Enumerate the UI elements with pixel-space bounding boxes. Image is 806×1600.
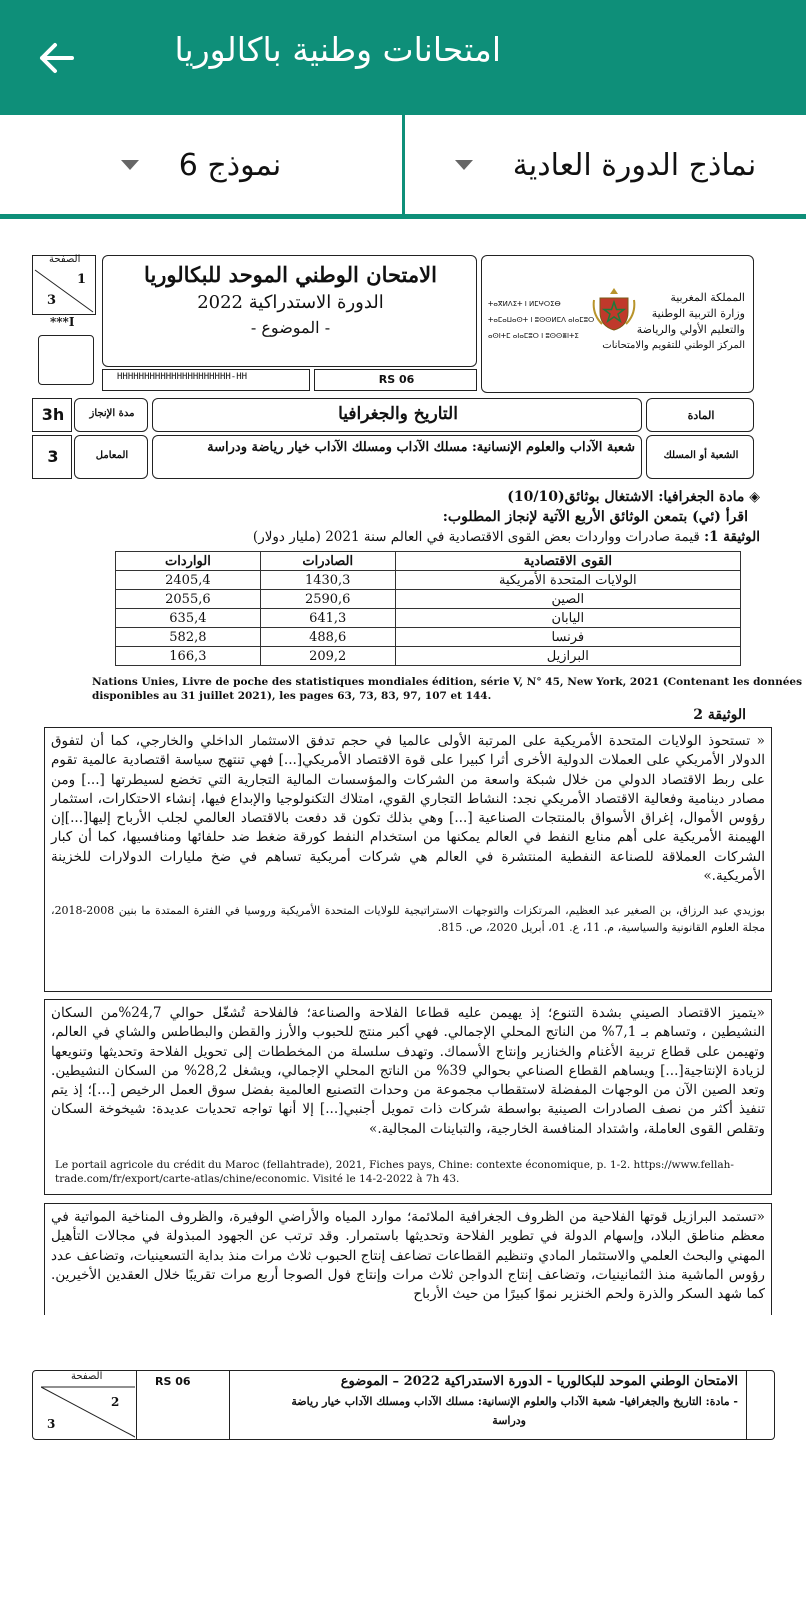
exports-cell: 641,3	[260, 609, 395, 628]
back-arrow-icon[interactable]	[36, 38, 76, 78]
ministry-box	[481, 255, 754, 393]
model-dropdown-value: نموذج 6	[178, 147, 282, 183]
footer-line-1: الامتحان الوطني الموحد للبكالوريا - الدورة الاستدراكية 2022 – الموضوع	[340, 1374, 738, 1389]
subject-value-box	[152, 398, 642, 432]
page-total: 3	[47, 1417, 56, 1431]
page2-counter-box	[41, 1371, 137, 1439]
table-header-imports: الواردات	[116, 552, 261, 571]
tifinagh-line-2: ⵜⴰⵎⴰⵡⴰⵙⵜ ⵏ ⵓⵙⵙⵍⵎⴷ ⴰⵏⴰⵎⵓⵔ	[488, 316, 595, 324]
coefficient-value-box	[32, 435, 72, 479]
duration-key: مدة الإنجاز	[89, 408, 135, 419]
footer-line-3: ودراسة	[492, 1414, 526, 1427]
power-cell: فرنسا	[395, 628, 740, 647]
exports-cell: 488,6	[260, 628, 395, 647]
barcode-box	[102, 369, 310, 391]
doc4-box	[44, 1203, 772, 1315]
duration-value: 3h	[41, 405, 65, 424]
ministry-line-1: المملكة المغربية	[670, 291, 745, 304]
branch-key-box	[646, 435, 754, 479]
branch-value: شعبة الآداب والعلوم الإنسانية: مسلك الآداب ومسلك الآداب خيار رياضة ودراسة	[207, 440, 635, 455]
table-header-row	[116, 552, 741, 571]
power-cell: اليابان	[395, 609, 740, 628]
doc4-text: «تستمد البرازيل قوتها الفلاحية من الظروف الجغرافية الملائمة؛ موارد المياه والأراضي الوفيرة، والظروف المناخية المواتية في معظم مناطق البلاد، وإسهام الدولة في تطوير الفلاحة وتحديثها باستمرار. وقد ترتب عن الجهود المبذولة في مجالات التأهيل المهني والبحث العلمي والاستثمار المادي وتنظيم القطاعات تضاعف إنتاج الحبوب ثلاث مرات منذ بداية التسعينيات، وتضاعف عدد رؤوس الماشية منذ الثمانينيات، وتضاعف إنتاج الدواجن ثلاث مرات وإنتاج فول الصوجا أربع مرات تقريبًا خلال العقدين الأخيرين. كما شهد السكر والذرة ولحم الخنزير نموًا كبيرًا من حيث الأرباح	[51, 1209, 765, 1303]
coefficient-key-box	[74, 435, 148, 479]
chevron-down-icon	[121, 160, 139, 170]
doc2-box	[44, 727, 772, 992]
subject-key: المادة	[687, 409, 715, 422]
doc3-source	[55, 1158, 734, 1186]
page-counter-box	[32, 255, 96, 315]
table-row	[116, 628, 741, 647]
ministry-line-3: والتعليم الأولي والرياضة	[636, 323, 745, 336]
power-cell: الصين	[395, 590, 740, 609]
app-title: امتحانات وطنية باكالوريا	[174, 30, 501, 69]
exports-cell: 209,2	[260, 647, 395, 666]
empty-box	[38, 335, 94, 385]
tifinagh-line-3: ⴰⵙⵏⵜⵎ ⴰⵏⴰⵎⵓⵔ ⵏ ⵓⵙⵙⴻⵏⵜⵉ	[488, 332, 579, 340]
barcode-stripes: HHHHHHHHHHHHHHHHHHHHH-HH	[117, 372, 248, 382]
ministry-line-4: المركز الوطني للتقويم والامتحانات	[602, 340, 745, 351]
doc3-box	[44, 999, 772, 1195]
coefficient-value: 3	[47, 447, 59, 466]
code-box	[314, 369, 477, 391]
doc1-caption: قيمة صادرات وواردات بعض القوى الاقتصادية في العالم سنة 2021 (مليار دولار)	[252, 529, 700, 545]
footer-code: RS 06	[155, 1375, 191, 1388]
section-title-text: مادة الجغرافيا: الاشتغال بوثائق(10/10)	[507, 489, 745, 505]
doc1-source-line-1: Nations Unies, Livre de poche des statistiques mondiales édition, série V, N° 45, New York, 2021 (Contenant les données	[92, 676, 802, 688]
table-row	[116, 609, 741, 628]
page-label: الصفحة	[71, 1371, 103, 1382]
coefficient-key: المعامل	[95, 450, 129, 461]
footer-line-2: - مادة: التاريخ والجغرافيا- شعبة الآداب والعلوم الإنسانية: مسلك الآداب ومسلك الآداب خيار رياضة	[291, 1395, 738, 1408]
page-label: الصفحة	[49, 254, 81, 265]
table-header-power: القوى الاقتصادية	[395, 552, 740, 571]
page-number: 1	[77, 272, 87, 287]
diamond-bullet-icon: ◈	[744, 489, 760, 505]
app-bar	[0, 0, 806, 115]
imports-cell: 166,3	[116, 647, 261, 666]
imports-cell: 582,8	[116, 628, 261, 647]
duration-key-box	[74, 398, 148, 432]
doc3-source-line-1: Le portail agricole du crédit du Maroc (fellahtrade), 2021, Fiches pays, Chine: contexte économique, p. 1-2. https://www.fellah-	[55, 1159, 734, 1171]
exam-session: الدورة الاستدراكية 2022	[197, 292, 384, 313]
doc1-source	[92, 675, 802, 703]
table-row	[116, 647, 741, 666]
stars: ***I	[50, 315, 75, 329]
exam-code: RS 06	[378, 373, 415, 386]
subject-key-box	[646, 398, 754, 432]
imports-cell: 2405,4	[116, 571, 261, 590]
page-number: 2	[111, 1395, 120, 1409]
doc2-title: الوثيقة 2	[693, 707, 746, 723]
doc1-title: الوثيقة 1:	[704, 529, 760, 545]
doc2-text: « تستحوذ الولايات المتحدة الأمريكية على المرتبة الأولى عالميا في حجم تدفق الاستثمار الداخلي والخارجي، كما أن لتفوق الدولار الأمريكي على العملات الدولية الأخرى أثرا كبيرا على قوة الاقتصاد الأمريكي[...] فهي تنتهج سياسة اقتصادية عالمية تقوم على ربط الاقتصاد الدولي من خلال شبكة واسعة من الشركات والمؤسسات المالية التجارية التي تخضع لسيطرتها [...] ومن مصادر دينامية وفعالية الاقتصاد الأمريكي نجد: النشاط التجاري القوي، امتلاك التكنولوجيا والإبداع فيها، إنشاء الاحتكارات، استثمار رؤوس الأموال، إغراق الأسواق بالمنتجات الصناعية [...] وهي بذلك تكون قد دفعت بالاقتصاد العالمي لجلب الأرباح إليها[...]إن الهيمنة الأمريكية على أهم منابع النفط في العالم يمكنها من استخدام النفط كورقة ضغط ضد حلفائها ومنافسيها، كما أن كبار الشركات العملاقة للصناعة النفطية المنتشرة في العالم هي شركات أمريكية تساهم في ضخ مليارات الدولارات للخزينة الأمريكية.»	[51, 733, 765, 885]
exports-cell: 1430,3	[260, 571, 395, 590]
power-cell: الولايات المتحدة الأمريكية	[395, 571, 740, 590]
table-row	[116, 590, 741, 609]
divider	[402, 115, 405, 215]
branch-value-box	[152, 435, 642, 479]
doc3-source-line-2: trade.com/fr/export/carte-atlas/chine/economic. Visité le 14-2-2022 à 7h 43.	[55, 1173, 460, 1185]
session-dropdown[interactable]	[405, 115, 806, 215]
tifinagh-line-1: ⵜⴰⴳⵍⴷⵉⵜ ⵏ ⵍⵎⵖⵔⵉⴱ	[488, 300, 561, 308]
branch-key: الشعبة أو المسلك	[663, 450, 739, 461]
exports-cell: 2590,6	[260, 590, 395, 609]
exam-title-box	[102, 255, 477, 367]
ministry-line-2: وزارة التربية الوطنية	[651, 307, 745, 320]
chevron-down-icon	[455, 160, 473, 170]
doc3-text: «يتميز الاقتصاد الصيني بشدة التنوع؛ إذ يهيمن عليه قطاعا الفلاحة والصناعة؛ فالفلاحة تُشغّل حوالي 24,7%من السكان النشيطين ، وتساهم بـ 7,1% من الناتج المحلي الإجمالي. فهي أكبر منتج للحبوب والأرز والقطن والبطاطس والشاي في العالم، وتهيمن على قطاع تربية الأغنام والخنازير وإنتاج الأسماك. وتهدف سلسلة من المخططات إلى تحويل الفلاحة وتحديثها وتنويعها لزيادة الإنتاجية[...] ويساهم القطاع الصناعي بحوالي 39% من الناتج المحلي الإجمالي، ويشغل 28,2% من السكان النشيطين. وتعد الصين الآن من الوجهات المفضلة لاستقطاب مجموعة من وحدات التصنيع العالمية بفضل سوق العمل الرخيص [...]؛ إذ يتم تنفيذ أكثر من نصف الصادرات الصينية بواسطة شركات ذات تمويل أجنبي[...] إلا أنها تواجه تحديات عديدة: شيخوخة السكان وتقلص القوى العاملة، واشتداد المنافسة الخارجية، والتباينات المجالية.»	[51, 1005, 766, 1137]
exam-subject-label: - الموضوع -	[250, 318, 331, 337]
exam-document[interactable]	[0, 219, 806, 1600]
doc1-table	[115, 551, 741, 666]
model-dropdown[interactable]	[0, 115, 402, 215]
page2-header-box	[32, 1370, 775, 1440]
subject-value: التاريخ والجغرافيا	[338, 404, 458, 424]
instruction: اقرأ (ئي) بتمعن الوثائق الأربع الآتية لإنجاز المطلوب:	[442, 509, 748, 525]
doc1-source-line-2: disponibles au 31 juillet 2021), les pages 63, 73, 83, 97, 107 et 144.	[92, 690, 492, 702]
section-title	[507, 489, 760, 505]
doc1-heading	[253, 529, 760, 545]
footer-title-box	[229, 1371, 747, 1439]
doc2-source: بوزيدي عبد الرزاق، بن الصغير عبد العظيم، المرتكزات والتوجهات الاستراتيجية للولايات المتحدة الأمريكية وروسيا في الفترة الممتدة ما بنين 2008-2018، مجلة العلوم القانونية والسياسية، م. 11، ع. 01، أبريل 2020، ص. 815.	[51, 904, 765, 934]
table-header-exports: الصادرات	[260, 552, 395, 571]
power-cell: البرازيل	[395, 647, 740, 666]
table-row	[116, 571, 741, 590]
exam-title: الامتحان الوطني الموحد للبكالوريا	[144, 262, 437, 287]
session-dropdown-value: نماذج الدورة العادية	[512, 147, 757, 183]
imports-cell: 2055,6	[116, 590, 261, 609]
duration-value-box	[32, 398, 72, 432]
page-total: 3	[47, 293, 57, 308]
imports-cell: 635,4	[116, 609, 261, 628]
